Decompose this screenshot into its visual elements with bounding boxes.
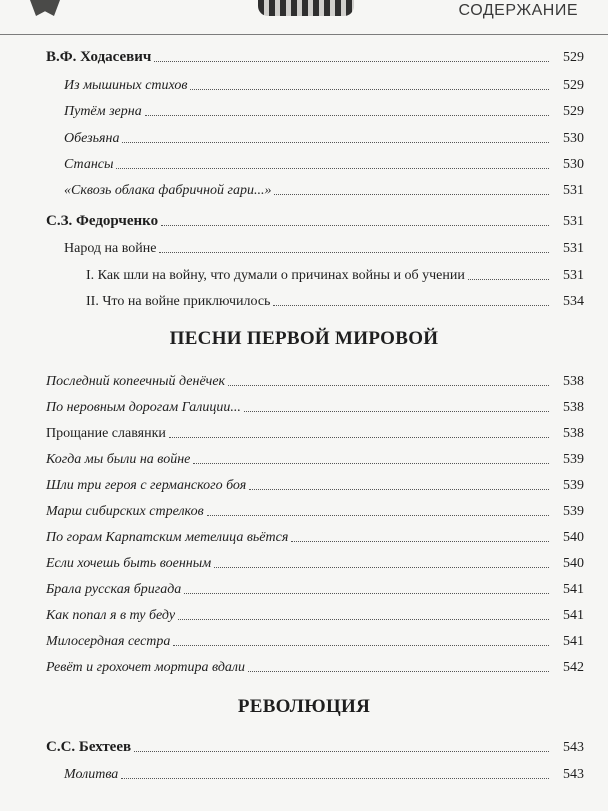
toc-entry-title: II. Что на войне приключилось — [86, 294, 271, 309]
toc-entry — [0, 602, 608, 624]
page-header — [0, 0, 608, 42]
toc-entry-page: 542 — [563, 660, 584, 675]
toc-entry-page: 541 — [563, 634, 584, 649]
toc-entry — [0, 761, 608, 783]
toc-entry-title: Молитва — [64, 767, 119, 782]
toc-entry — [0, 472, 608, 494]
dot-leader — [291, 541, 549, 542]
dot-leader — [249, 489, 549, 490]
toc-entry-title: Последний копеечный денёчек — [46, 374, 226, 389]
dot-leader — [173, 645, 549, 646]
dot-leader — [193, 463, 549, 464]
section-heading: ПЕСНИ ПЕРВОЙ МИРОВОЙ — [169, 328, 439, 349]
dot-leader — [190, 89, 549, 90]
toc-entry-page: 531 — [563, 214, 584, 229]
toc-entry-page: 529 — [563, 50, 584, 65]
dot-leader — [273, 305, 549, 306]
dot-leader — [122, 142, 549, 143]
toc-entry — [0, 368, 608, 390]
header-rule — [0, 34, 608, 35]
toc-entry — [0, 125, 608, 147]
toc-entry-title: Прощание славянки — [46, 426, 166, 441]
toc-entry-page: 539 — [563, 504, 584, 519]
toc-entry — [0, 576, 608, 598]
toc-entry-title: С.С. Бехтеев — [46, 739, 132, 755]
toc-entry — [0, 524, 608, 546]
toc-entry — [0, 208, 608, 230]
section-heading: РЕВОЛЮЦИЯ — [237, 696, 371, 717]
toc-entry — [0, 498, 608, 520]
dot-leader — [468, 279, 549, 280]
toc-entry-page: 539 — [563, 452, 584, 467]
toc-entry-title: По горам Карпатским метелица вьётся — [46, 530, 289, 545]
toc-entry-page: 543 — [563, 740, 584, 755]
section-title: СОДЕРЖАНИЕ — [458, 2, 578, 19]
toc-entry — [0, 151, 608, 173]
toc-entry-title: Брала русская бригада — [46, 582, 182, 597]
toc-entry-title: Марш сибирских стрелков — [46, 504, 204, 519]
toc-entry-page: 530 — [563, 131, 584, 146]
toc-entry-page: 529 — [563, 104, 584, 119]
toc-entry — [0, 446, 608, 468]
dot-leader — [161, 225, 549, 226]
toc-entry-title: «Сквозь облака фабричной гари...» — [64, 183, 272, 198]
toc-entry — [0, 72, 608, 94]
toc-entry-page: 541 — [563, 582, 584, 597]
toc-entry-title: Путём зерна — [64, 104, 142, 119]
toc-entry-title: Стансы — [64, 157, 114, 172]
toc-entry-title: Из мышиных стихов — [64, 78, 188, 93]
toc-entry-page: 540 — [563, 556, 584, 571]
toc-entry — [0, 420, 608, 442]
toc-entry — [0, 654, 608, 676]
ribbon-icon — [258, 0, 354, 16]
dot-leader — [145, 115, 549, 116]
toc-entry-title: Когда мы были на войне — [46, 452, 191, 467]
toc-entry-page: 541 — [563, 608, 584, 623]
toc-entry — [0, 394, 608, 416]
toc-entry-title: С.З. Федорченко — [46, 213, 159, 229]
toc-entry-page: 539 — [563, 478, 584, 493]
dot-leader — [134, 751, 549, 752]
toc-entry-page: 529 — [563, 78, 584, 93]
dot-leader — [244, 411, 549, 412]
dot-leader — [169, 437, 549, 438]
toc-entry — [0, 262, 608, 284]
toc-entry-title: Ревёт и грохочет мортира вдали — [46, 660, 246, 675]
toc-entry — [0, 734, 608, 756]
toc-entry — [0, 44, 608, 66]
dot-leader — [159, 252, 549, 253]
toc-entry-title: Шли три героя с германского боя — [46, 478, 247, 493]
toc-entry-title: Как попал я в ту беду — [46, 608, 176, 623]
dot-leader — [121, 778, 549, 779]
toc-entry-page: 538 — [563, 374, 584, 389]
toc-entry — [0, 98, 608, 120]
dot-leader — [178, 619, 549, 620]
toc-entry — [0, 288, 608, 310]
toc-entry-page: 543 — [563, 767, 584, 782]
dot-leader — [184, 593, 549, 594]
toc-entry — [0, 235, 608, 257]
dot-leader — [207, 515, 549, 516]
dot-leader — [274, 194, 549, 195]
toc-entry-title: I. Как шли на войну, что думали о причинах войны и об учении — [86, 268, 465, 283]
toc-entry-page: 531 — [563, 241, 584, 256]
dot-leader — [116, 168, 549, 169]
toc-entry-page: 534 — [563, 294, 584, 309]
toc-entry-title: Народ на войне — [64, 241, 157, 256]
toc-entry — [0, 177, 608, 199]
toc-entry-title: В.Ф. Ходасевич — [46, 49, 152, 65]
dot-leader — [228, 385, 549, 386]
toc-entry-page: 538 — [563, 426, 584, 441]
toc-entry — [0, 550, 608, 572]
toc-entry-page: 540 — [563, 530, 584, 545]
toc-entry-title: Милосердная сестра — [46, 634, 171, 649]
toc-entry — [0, 628, 608, 650]
toc-entry-page: 538 — [563, 400, 584, 415]
dot-leader — [154, 61, 549, 62]
toc-entry-page: 530 — [563, 157, 584, 172]
toc-entry-title: Обезьяна — [64, 131, 120, 146]
toc-entry-page: 531 — [563, 183, 584, 198]
dot-leader — [248, 671, 549, 672]
dot-leader — [214, 567, 549, 568]
toc-entry-title: По неровным дорогам Галиции... — [46, 400, 241, 415]
toc-entry-title: Если хочешь быть военным — [46, 556, 212, 571]
emblem-icon — [30, 0, 60, 16]
toc-entry-page: 531 — [563, 268, 584, 283]
